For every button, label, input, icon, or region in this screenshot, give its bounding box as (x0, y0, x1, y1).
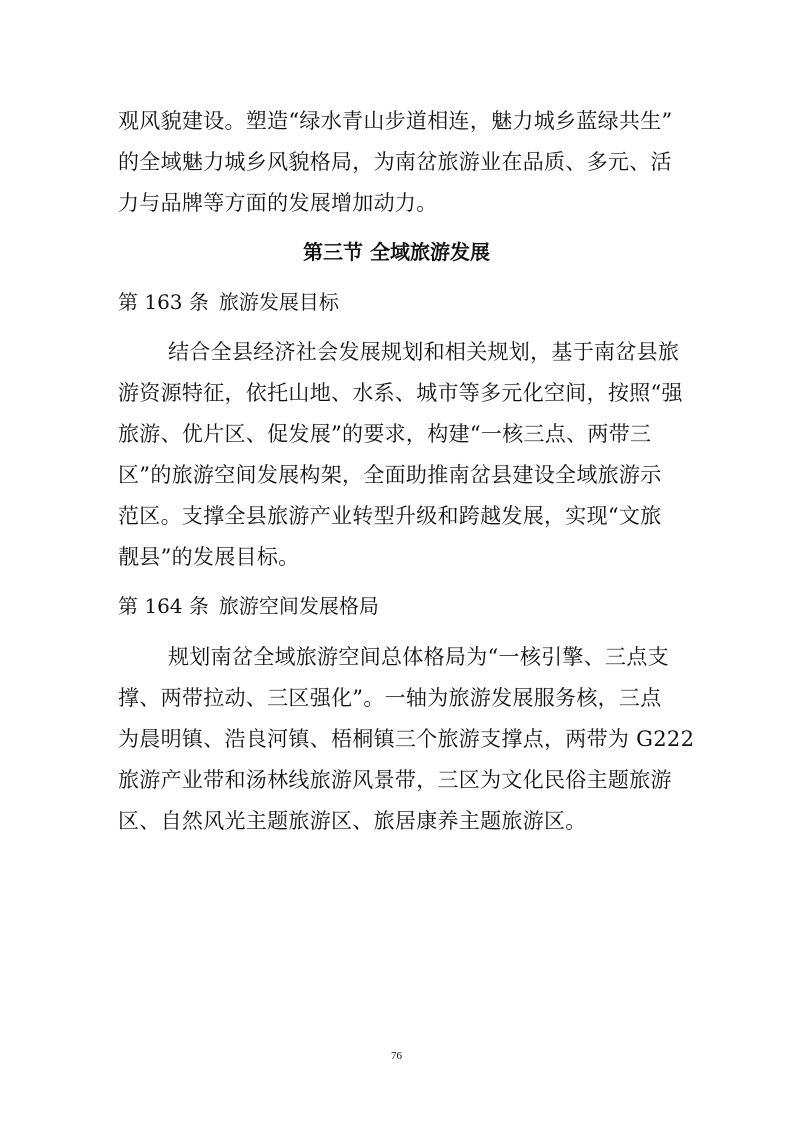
article-number: 第 163 条 (118, 290, 209, 314)
paragraph-line: 游资源特征，依托山地、水系、城市等多元化空间，按照“强 (118, 381, 683, 405)
paragraph-line: 区”的旅游空间发展构架，全面助推南岔县建设全域旅游示 (118, 463, 662, 487)
paragraph-line: 旅游、优片区、促发展”的要求，构建“一核三点、两带三 (118, 422, 652, 446)
paragraph-line: 旅游产业带和汤林线旅游风景带，三区为文化民俗主题旅游 (118, 768, 672, 792)
article-title: 旅游空间发展格局 (218, 594, 379, 618)
article-title: 旅游发展目标 (218, 290, 339, 314)
page-number: 76 (391, 1050, 402, 1062)
paragraph-line: 范区。支撑全县旅游产业转型升级和跨越发展，实现“文旅 (118, 504, 662, 528)
paragraph-line: 规划南岔全域旅游空间总体格局为“一核引擎、三点支 (168, 645, 669, 669)
article-163-heading (118, 290, 339, 314)
paragraph-line: 靓县”的发展目标。 (118, 545, 300, 569)
paragraph-line: 撑、两带拉动、三区强化”。一轴为旅游发展服务核，三点 (118, 686, 662, 710)
paragraph-line: 的全域魅力城乡风貌格局，为南岔旅游业在品质、多元、活 (118, 150, 672, 174)
paragraph-line: 结合全县经济社会发展规划和相关规划，基于南岔县旅 (168, 340, 680, 364)
paragraph-line: 区、自然风光主题旅游区、旅居康养主题旅游区。 (118, 809, 587, 833)
article-number: 第 164 条 (118, 594, 209, 618)
section-title: 第三节 全域旅游发展 (303, 240, 490, 264)
paragraph-line: 力与品牌等方面的发展增加动力。 (118, 191, 438, 215)
article-164-heading (118, 594, 379, 618)
paragraph-line: 观风貌建设。塑造“绿水青山步道相连，魅力城乡蓝绿共生” (118, 109, 673, 133)
paragraph-line: 为晨明镇、浩良河镇、梧桐镇三个旅游支撑点，两带为 G222 (118, 727, 695, 751)
